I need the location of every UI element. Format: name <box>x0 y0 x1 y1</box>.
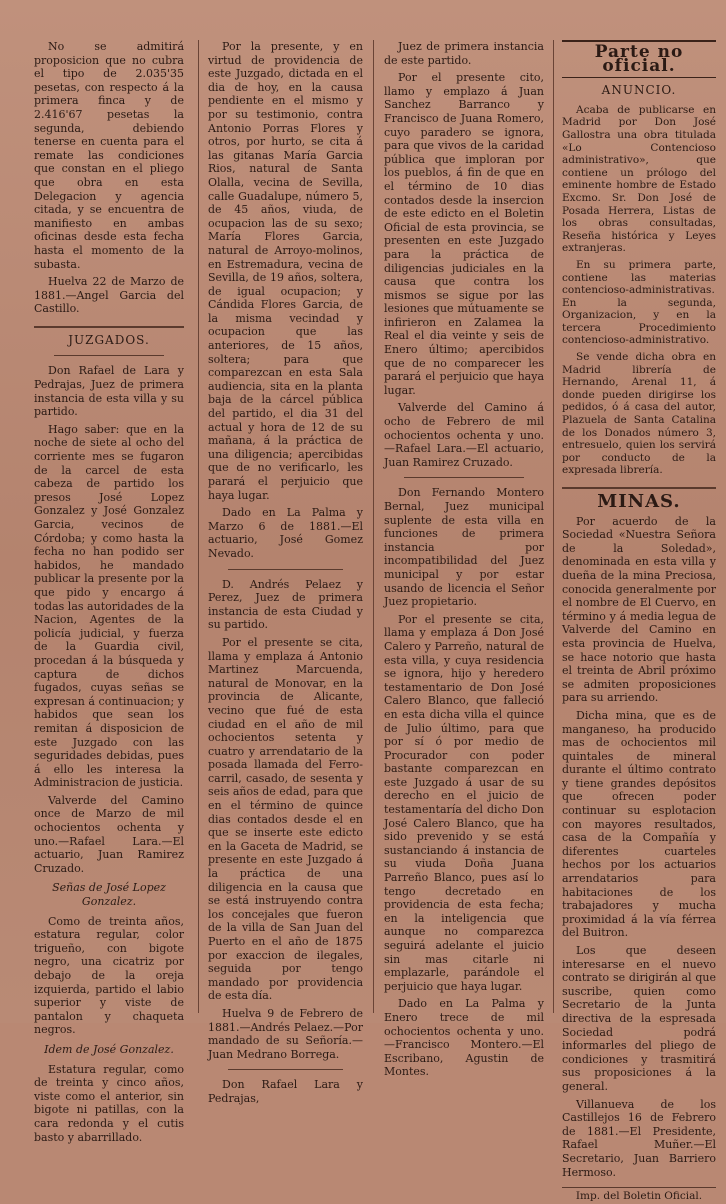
column-rule <box>373 40 374 1013</box>
printer-footer: Imp. del Boletin Oficial. <box>562 1187 716 1204</box>
column-2 <box>208 40 363 1105</box>
subheading: Idem de José Gonzalez. <box>44 1042 174 1056</box>
paragraph: Don Fernando Montero Bernal, Juez municipal suplente de esta villa en funciones de primera instancia por incompatibilidad del Juez municipal y por estar usando de licencia el Señor Juez propietario. <box>384 486 544 609</box>
paragraph: Por el presente se cita, llama y emplaza á Antonio Martinez Marcuenda, natural de Monovar, en la provincia de Alicante, vecino que fué de esta ciudad en el año de mil ochocientos setenta y cuatro y arrendatario de la posada llamada del Ferro-carril, casado, de sesenta y seis años de edad, para que en el término de quince dias contados desde el en que se inserte este edicto en la Gaceta de Madrid, se presente en este Juzgado á la práctica de una diligencia en la causa que se está instruyendo contra los concejales que fueron de la villa de San Juan del Puerto en el año de 1875 por exaccion de ilegales, seguida por tengo mandado por providencia de esta día. <box>208 635 363 1003</box>
paragraph: Dado en La Palma y Marzo 6 de 1881.—El actuario, José Gomez Nevado. <box>208 506 363 560</box>
paragraph: Por la presente, y en virtud de providencia de este Juzgado, dictada en el dia de hoy, en la causa pendiente en el mismo y por su testimonio, contra Antonio Porras Flores y otros, por hurto, se cita á las gitanas María Garcia Rios, natural de Santa Olalla, vecina de Sevilla, calle Guadalupe, número 5, de 45 años, viuda, de ocupacion las de su sexo; María Flores Garcia, natural de Arroyo-molinos, en Estremadura, vecina de Sevilla, de 19 años, soltera, de igual ocupacion; y Cándida Flores Garcia, de la misma vecindad y ocupacion que las anteriores, de 15 años, soltera; para que comparezcan en esta Sala audiencia, sita en la planta baja de la cárcel pública del partido, el dia 31 del actual y hora de 12 de su mañana, á la práctica de una diligencia; apercibidas que de no verificarlo, les parará el perjuicio que haya lugar. <box>208 40 363 502</box>
section-divider <box>562 487 716 489</box>
paragraph: Por el presente cito, llamo y emplazo á Juan Sanchez Barranco y Francisco de Juana Romero, cuyo paradero se ignora, para que vivos de la caridad pública que imploran por los pueblos, á fin de que en el término de 10 dias contados desde la insercion de este edicto en el Boletin Oficial de esta provincia, se presenten en este Juzgado para la práctica de diligencias judiciales en la causa que contra los mismos se sigue por las lesiones que mútuamente se infirieron en Zalamea la Real el dia veinte y seis de Enero último; apercibidos que de no comparecer les parará el perjuicio que haya lugar. <box>384 71 544 397</box>
section-heading-minas: MINAS. <box>597 491 681 512</box>
subheading-anuncio: ANUNCIO. <box>601 83 677 98</box>
paragraph: Valverde del Camino á ocho de Febrero de mil ochocientos ochenta y uno.—Rafael Lara.—El actuario, Juan Ramirez Cruzado. <box>384 401 544 469</box>
paragraph: Juez de primera instancia de este partido. <box>384 40 544 67</box>
section-divider <box>34 326 184 328</box>
column-rule <box>198 40 199 1013</box>
paragraph: Estatura regular, como de treinta y cinco años, viste como el anterior, sin bigote ni patillas, con la cara redonda y el cutis basto y abarrillado. <box>34 1062 184 1144</box>
divider <box>228 1069 343 1070</box>
paragraph: Dado en La Palma y Enero trece de mil ochocientos ochenta y uno.—Francisco Montero.—El Escribano, Agustin de Montes. <box>384 997 544 1079</box>
paragraph: Como de treinta años, estatura regular, color trigueño, con bigote negro, una cicatriz por debajo de la oreja izquierda, partido el labio superior y viste de pantalon y chaqueta negros. <box>34 914 184 1037</box>
paragraph: Por el presente se cita, llama y emplaza á Don José Calero y Parreño, natural de esta villa, y cuya residencia se ignora, hijo y heredero testamentario de Don José Calero Blanco, que falleció en esta dicha villa el quince de Julio último, para que por sí ó por medio de Procurador con poder bastante comparezcan en este Juzgado á usar de su derecho en el juicio de testamentaría del dicho Don José Calero Blanco, que ha sido prevenido y se está sustanciando á instancia de su viuda Doña Juana Parreño Blanco, pues así lo tengo decretado en providencia de esta fecha; en la inteligencia que aunque no comparezca seguirá adelante el juicio sin mas citarle ni emplazarle, parándole el perjuicio que haya lugar. <box>384 612 544 993</box>
paragraph: Hago saber: que en la noche de siete al ocho del corriente mes se fugaron de la carcel de esta cabeza de partido los presos José Lopez Gonzalez y José Gonzalez Garcia, vecinos de Córdoba; y como hasta la fecha no han podido ser habidos, he mandado publicar la presente por la que pido y encargo á todas las autoridades de la Nacion, Agentes de la policía judicial, y fuerza de la Guardia civil, procedan á la búsqueda y captura de dichos fugados, cuyas señas se expresan á continuacion; y habidos que sean los remitan á disposicion de este Juzgado con las seguridades debidas, pues á ello les interesa la Administracion de justicia. <box>34 422 184 790</box>
section-heading-juzgados: JUZGADOS. <box>68 332 150 347</box>
paragraph: D. Andrés Pelaez y Perez, Juez de primera instancia de esta Ciudad y su partido. <box>208 577 363 632</box>
paragraph: Por acuerdo de la Sociedad «Nuestra Señora de la Soledad», denominada en esta villa y dueña de la mina Preciosa, conocida generalmente por el nombre de El Cuervo, en término y á media legua de Valverde del Camino en esta provincia de Huelva, se hace notorio que hasta el treinta de Abril próximo se admiten proposiciones para su arriendo. <box>562 514 716 705</box>
paragraph: Huelva 9 de Febrero de 1881.—Andrés Pelaez.—Por mandado de su Señoría.—Juan Medrano Borrega. <box>208 1006 363 1061</box>
paragraph: Don Rafael de Lara y Pedrajas, Juez de primera instancia de esta villa y su partido. <box>34 364 184 419</box>
paragraph: Acaba de publicarse en Madrid por Don José Gallostra una obra titulada «Lo Contencioso administrativo», que contiene un prólogo del eminente hombre de Estado Excmo. Sr. Don José de Posada Herrera, Listas de los obras consultadas, Reseña histórica y Leyes extranjeras. <box>562 103 716 255</box>
divider <box>404 477 524 478</box>
paragraph: Dicha mina, que es de manganeso, ha producido mas de ochocientos mil quintales de mineral durante el último contrato y tiene grandes depósitos que ofrecen poder continuar su esplotacion con mayores resultados, casa de la Compañía y diferentes cuarteles hechos por los actuarios arrendatarios para habitaciones de los trabajadores y mucha proximidad á la vía férrea del Buitron. <box>562 708 716 940</box>
paragraph: Valverde del Camino once de Marzo de mil ochocientos ochenta y uno.—Rafael Lara.—El actuario, Juan Ramirez Cruzado. <box>34 793 184 875</box>
paragraph: Se vende dicha obra en Madrid librería de Hernando, Arenal 11, á donde pueden dirigirse los pedidos, ó á casa del autor, Plazuela de Santa Catalina de los Donados número 3, entresuelo, quien los servirá por conducto de la expresada librería. <box>562 351 716 477</box>
column-rule <box>553 40 554 1013</box>
column-1 <box>34 40 184 1144</box>
paragraph: En su primera parte, contiene las materias contencioso-administrativas. En la segunda, Organizacion, y en la tercera Procedimiento contencioso-administrativo. <box>562 258 716 347</box>
paragraph: Villanueva de los Castillejos 16 de Febrero de 1881.—El Presidente, Rafael Muñer.—El Secretario, Juan Barriero Hermoso. <box>562 1097 716 1179</box>
paragraph: Don Rafael Lara y Pedrajas, <box>208 1078 363 1105</box>
column-3 <box>384 40 544 1079</box>
paragraph: Los que deseen interesarse en el nuevo contrato se dirigirán al que suscribe, quien como Secretario de la Junta directiva de la espresada Sociedad podrá informarles del pliego de condiciones y trasmitirá sus proposiciones á la general. <box>562 944 716 1093</box>
section-heading-parte-no-oficial: Parte no oficial. <box>562 40 716 78</box>
date-signature: Huelva 22 de Marzo de 1881.—Angel Garcia del Castillo. <box>34 275 184 316</box>
subheading: Señas de José Lopez Gonzalez. <box>52 881 166 909</box>
paragraph: No se admitirá proposicion que no cubra el tipo de 2.035'35 pesetas, con respecto á la primera finca y de 2.416'67 pesetas la segunda, debiendo tenerse en cuenta para el remate las condiciones que constan en el pliego que obra en esta Delegacion y agencia citada, y se encuentra de manifiesto en ambas oficinas desde esta fecha hasta el momento de la subasta. <box>34 40 184 271</box>
column-4 <box>562 40 716 1203</box>
divider <box>54 355 164 356</box>
divider <box>228 569 343 570</box>
